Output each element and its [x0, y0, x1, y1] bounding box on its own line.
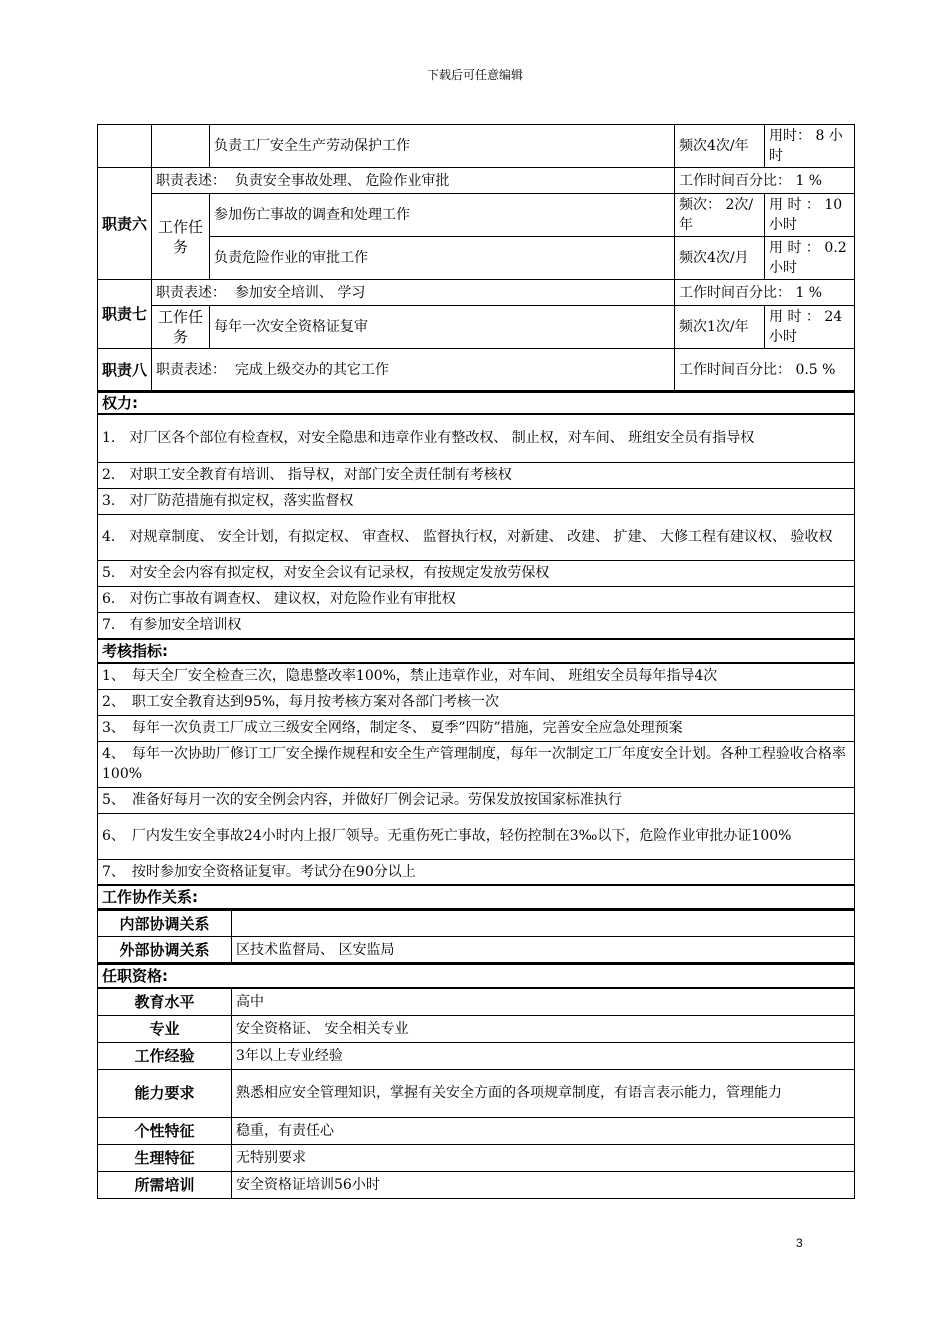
qual-label: 工作经验: [98, 1042, 232, 1069]
duty7-pct: 工作时间百分比： 1 %: [675, 280, 855, 306]
duty6-task-label: 工作任务: [152, 194, 210, 280]
qual-value: 高中: [232, 988, 855, 1015]
duty8-desc: 职责表述： 完成上级交办的其它工作: [152, 349, 675, 391]
power-item: 1. 对厂区各个部位有检查权，对安全隐患和违章作业有整改权、 制止权，对车间、 班组安全员有指导权: [98, 414, 855, 462]
qual-label: 个性特征: [98, 1117, 232, 1144]
kpi-title: 考核指标:: [98, 639, 855, 663]
page-header: 下载后可任意编辑: [426, 68, 523, 82]
duty-task: 负责工厂安全生产劳动保护工作: [210, 125, 675, 168]
coop-row: [98, 937, 855, 963]
duty6-pct: 工作时间百分比： 1 %: [675, 168, 855, 194]
duty8-label: 职责八: [98, 349, 152, 391]
duty6-task: 负责危险作业的审批工作: [210, 237, 675, 280]
coop-title: 工作协作关系:: [98, 885, 855, 909]
kpi-item: 2、 职工安全教育达到95%，每月按考核方案对各部门考核一次: [98, 689, 855, 715]
kpi-item: 7、 按时参加安全资格证复审。考试分在90分以上: [98, 859, 855, 885]
qual-value: 安全资格证培训56小时: [232, 1171, 855, 1198]
power-item: 6. 对伤亡事故有调查权、 建议权，对危险作业有审批权: [98, 586, 855, 612]
duty7-task-row: [98, 306, 855, 349]
duty6-task: 参加伤亡事故的调查和处理工作: [210, 194, 675, 237]
qual-label: 教育水平: [98, 988, 232, 1015]
duty-time: 用时： 8 小时: [765, 125, 855, 168]
power-item: 3. 对厂防范措施有拟定权，落实监督权: [98, 488, 855, 514]
qual-row: [98, 1171, 855, 1198]
duty6-desc: 职责表述： 负责安全事故处理、 危险作业审批: [152, 168, 675, 194]
duty7-label: 职责七: [98, 280, 152, 349]
duty6-label: 职责六: [98, 168, 152, 280]
duty8-pct: 工作时间百分比： 0.5 %: [675, 349, 855, 391]
powers-title: 权力:: [98, 392, 855, 414]
power-item: 5. 对安全会内容有拟定权，对安全会议有记录权，有按规定发放劳保权: [98, 560, 855, 586]
duty7-desc-row: [98, 280, 855, 306]
qual-label: 生理特征: [98, 1144, 232, 1171]
duty7-task-freq: 频次1次/年: [675, 306, 765, 349]
kpi-item: 1、 每天全厂安全检查三次，隐患整改率100%，禁止违章作业，对车间、 班组安全员每年指导4次: [98, 663, 855, 689]
duty6-task-freq: 频次： 2次/年: [675, 194, 765, 237]
qual-label: 能力要求: [98, 1069, 232, 1117]
duty6-task-freq: 频次4次/月: [675, 237, 765, 280]
power-item: 7. 有参加安全培训权: [98, 612, 855, 639]
qual-row: [98, 988, 855, 1015]
quals-title: 任职资格:: [98, 964, 855, 988]
qual-row: [98, 1042, 855, 1069]
kpi-item: 5、 准备好每月一次的安全例会内容，并做好厂例会记录。劳保发放按国家标准执行: [98, 787, 855, 813]
coop-table: [97, 910, 855, 963]
kpi-item: 4、 每年一次协助厂修订工厂安全操作规程和安全生产管理制度，每年一次制定工厂年度安全计划。各种工程验收合格率100%: [98, 741, 855, 787]
duty7-desc: 职责表述： 参加安全培训、 学习: [152, 280, 675, 306]
qual-label: 专业: [98, 1015, 232, 1042]
duty6-task-row: [98, 194, 855, 237]
power-item: 4. 对规章制度、 安全计划，有拟定权、 审查权、 监督执行权，对新建、 改建、 扩建、 大修工程有建议权、 验收权: [98, 514, 855, 560]
qual-row: [98, 1069, 855, 1117]
power-item: 2. 对职工安全教育有培训、 指导权，对部门安全责任制有考核权: [98, 462, 855, 488]
duty6-task-row: [98, 237, 855, 280]
kpi-item: 3、 每年一次负责工厂成立三级安全网络，制定冬、 夏季”四防”措施，完善安全应急处理预案: [98, 715, 855, 741]
qual-row: [98, 1015, 855, 1042]
coop-value: 区技术监督局、 区安监局: [232, 937, 855, 963]
coop-value: [232, 911, 855, 937]
duty-row-top: [98, 125, 855, 168]
qual-label: 所需培训: [98, 1171, 232, 1198]
duty6-task-time: 用 时 ： 0.2小时: [765, 237, 855, 280]
coop-row: [98, 911, 855, 937]
qual-value: 3年以上专业经验: [232, 1042, 855, 1069]
duty6-task-time: 用 时 ： 10小时: [765, 194, 855, 237]
duties-table: [97, 124, 855, 391]
qual-value: 稳重，有责任心: [232, 1117, 855, 1144]
duty6-desc-row: [98, 168, 855, 194]
duty7-task: 每年一次安全资格证复审: [210, 306, 675, 349]
quals-table: [97, 963, 855, 1199]
powers-kpi-table: [97, 391, 855, 910]
duty7-task-time: 用 时 ： 24小时: [765, 306, 855, 349]
qual-row: [98, 1117, 855, 1144]
qual-value: 熟悉相应安全管理知识，掌握有关安全方面的各项规章制度，有语言表示能力，管理能力: [232, 1069, 855, 1117]
kpi-item: 6、 厂内发生安全事故24小时内上报厂领导。无重伤死亡事故，轻伤控制在3‰以下，危险作业审批办证100%: [98, 813, 855, 859]
job-description-document: [97, 124, 854, 1199]
duty-freq: 频次4次/年: [675, 125, 765, 168]
duty7-task-label: 工作任务: [152, 306, 210, 349]
coop-label: 外部协调关系: [98, 937, 232, 963]
qual-value: 安全资格证、 安全相关专业: [232, 1015, 855, 1042]
qual-row: [98, 1144, 855, 1171]
page-number: 3: [796, 1236, 803, 1250]
duty8-row: [98, 349, 855, 391]
qual-value: 无特别要求: [232, 1144, 855, 1171]
coop-label: 内部协调关系: [98, 911, 232, 937]
